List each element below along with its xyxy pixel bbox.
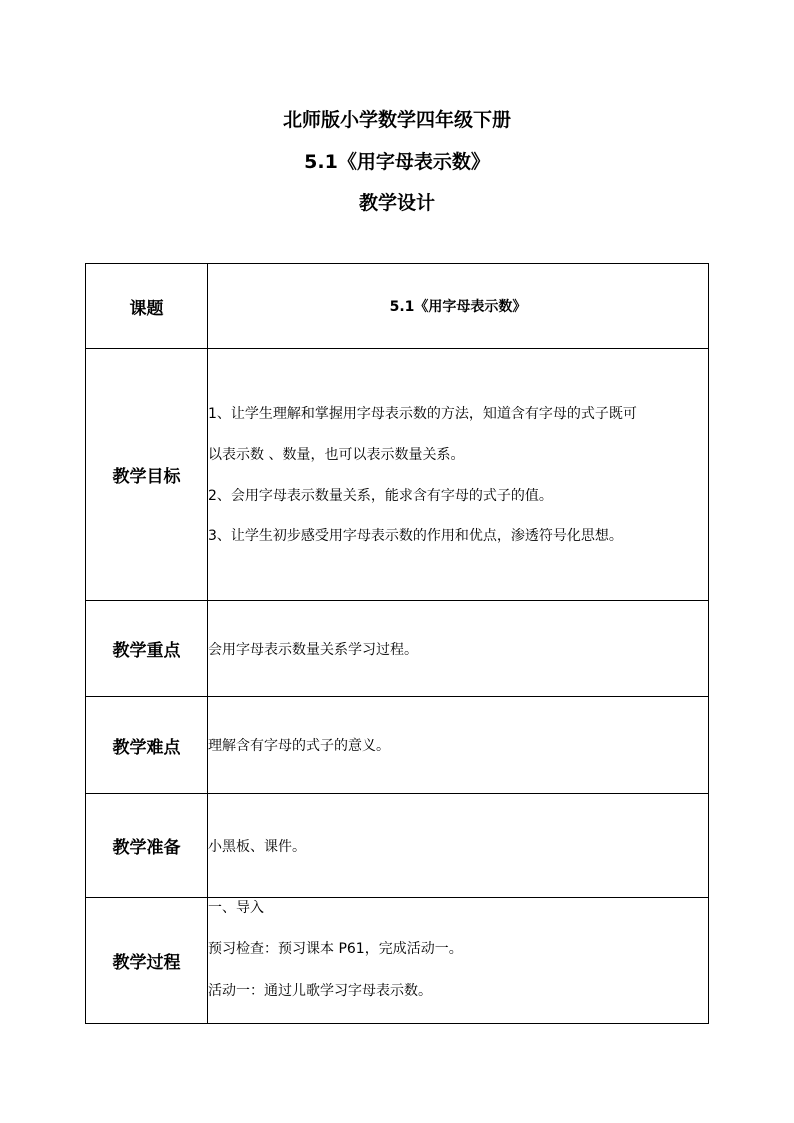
preparation-label: 教学准备 — [86, 794, 208, 898]
subject-value: 5.1《用字母表示数》 — [208, 264, 709, 349]
goals-row — [86, 349, 709, 601]
document-title: 北师版小学数学四年级下册 — [282, 109, 511, 131]
key-points-row — [86, 601, 709, 697]
preparation-value: 小黑板、课件。 — [208, 794, 709, 898]
difficulties-label: 教学难点 — [86, 697, 208, 794]
process-content — [208, 898, 709, 1024]
process-row — [86, 898, 709, 1024]
subject-label: 课题 — [86, 264, 208, 349]
goal-line: 1、让学生理解和掌握用字母表示数的方法，知道含有字母的式子既可 — [208, 405, 637, 422]
key-points-label: 教学重点 — [86, 601, 208, 697]
process-line: 活动一：通过儿歌学习字母表示数。 — [208, 983, 432, 999]
goal-line: 2、会用字母表示数量关系，能求含有字母的式子的值。 — [208, 487, 553, 504]
goals-label: 教学目标 — [86, 349, 208, 601]
lesson-plan-table — [85, 263, 709, 1024]
process-label: 教学过程 — [86, 898, 208, 1024]
preparation-row — [86, 794, 709, 898]
goal-line: 以表示数 、数量，也可以表示数量关系。 — [208, 446, 465, 463]
difficulties-value: 理解含有字母的式子的意义。 — [208, 697, 709, 794]
difficulties-row — [86, 697, 709, 794]
lesson-title: 5.1《用字母表示数》 — [304, 151, 490, 173]
process-line: 预习检查：预习课本 P61，完成活动一。 — [208, 941, 463, 957]
goal-line: 3、让学生初步感受用字母表示数的作用和优点，渗透符号化思想。 — [208, 527, 623, 544]
goals-content — [208, 349, 709, 601]
key-points-value: 会用字母表示数量关系学习过程。 — [208, 601, 709, 697]
subject-row — [86, 264, 709, 349]
process-line: 一、导入 — [208, 900, 264, 916]
document-subtitle: 教学设计 — [358, 192, 435, 214]
